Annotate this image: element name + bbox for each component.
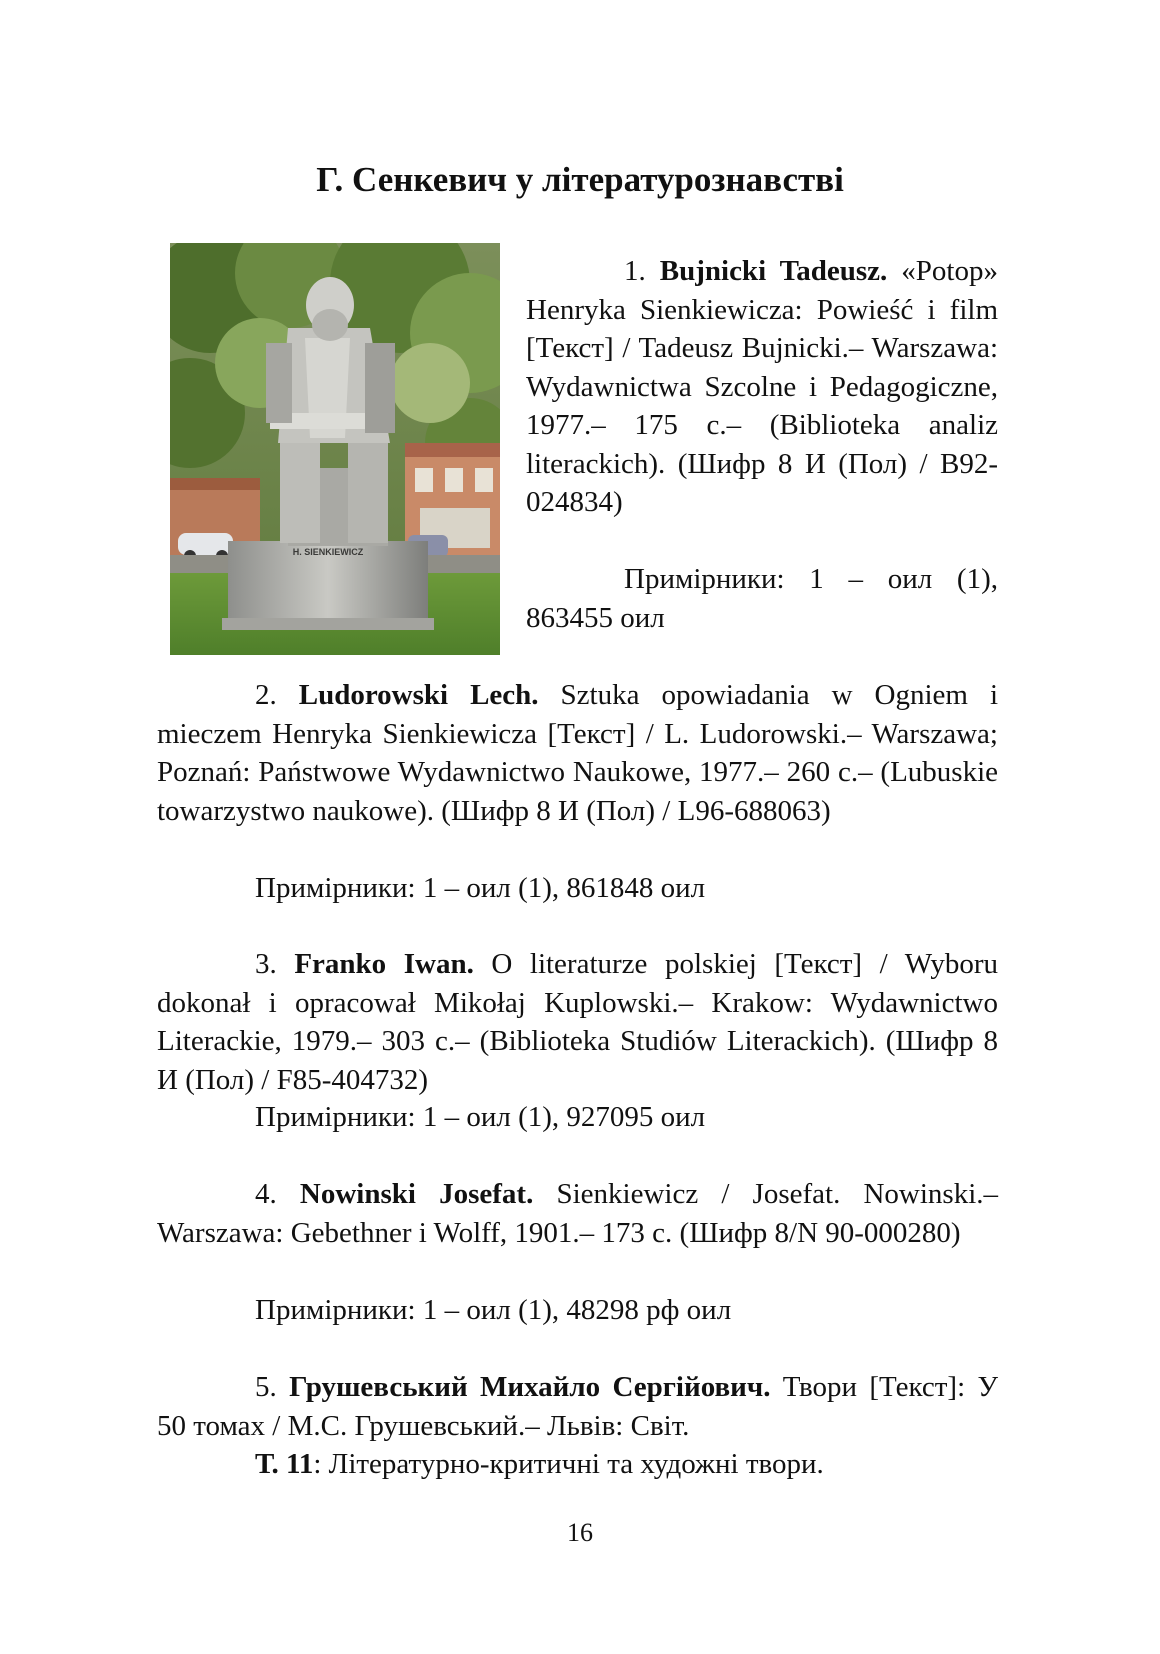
entry-author: Грушевський Михайло Сергійович. [289, 1371, 771, 1403]
bibliography-entry-5 [157, 1368, 998, 1445]
pedestal-inscription: H. SIENKIEWICZ [292, 547, 364, 557]
entry-text: O literaturze polskiej [Текст] / Wyboru dokonał i opracował Mikołaj Kuplowski.– Krakow: Wydawnictwo Literackie, 1979.– 303 с.– (Biblioteka Studiów Literackich). (Шифр 8 И (Пол) / F85-404732) [157, 948, 998, 1096]
volume-label: Т. 11 [255, 1448, 314, 1480]
volume-text: : Літературно-критичні та художні твори. [313, 1448, 824, 1480]
entry-author: Nowinski Josefat. [299, 1178, 534, 1210]
entry-text: Sienkiewicz / Josefat. Nowinski.– Warszawa: Gebethner i Wolff, 1901.– 173 с. (Шифр 8/N 90-000280) [157, 1178, 999, 1249]
bibliography-entry-5-volume [157, 1445, 998, 1484]
copies-line-3: Примірники: 1 – оил (1), 927095 оил [255, 1101, 706, 1133]
entry-number: 2. [255, 679, 277, 711]
entry-text: «Potop» Henryka Sienkiewicza: Powieść i film [Текст] / Tadeusz Bujnicki.– Warszawa: Wydawnictwa Szcolne i Pedagogiczne, 1977.– 175 с.– (Biblioteka analiz literackich). (Шифр 8 И (Пол) / В92-024834) [526, 255, 998, 518]
entry-author: Bujnicki Tadeusz. [659, 255, 888, 287]
page-title: Г. Сенкевич у літературознавстві [316, 160, 844, 199]
copies-line-1 [526, 560, 998, 637]
monument-image [170, 243, 500, 655]
entry-text: Твори [Текст]: У 50 томах / М.С. Грушевський.– Львів: Світ. [157, 1371, 998, 1442]
bibliography-entry-4 [157, 1175, 998, 1252]
entry-number: 1. [624, 255, 646, 287]
bibliography-entry-1 [526, 252, 998, 522]
entry-author: Franko Iwan. [294, 948, 474, 980]
copies-line-4: Примірники: 1 – оил (1), 48298 рф оил [255, 1294, 732, 1326]
entry-number: 4. [255, 1178, 277, 1210]
entry-author: Ludorowski Lech. [298, 679, 539, 711]
copies-line-2: Примірники: 1 – оил (1), 861848 оил [255, 872, 706, 904]
sienkiewicz-monument-photo [170, 243, 500, 655]
bibliography-entry-2 [157, 676, 998, 830]
copies-text: Примірники: 1 – оил (1), 863455 оил [526, 563, 998, 634]
entry-text: Sztuka opowiadania w Ogniem i mieczem Henryka Sienkiewicza [Текст] / L. Ludorowski.– Warszawa; Poznań: Państwowe Wydawnictwo Naukowe, 1977.– 260 с.– (Lubuskie towarzystwo naukowe). (Шифр 8 И (Пол) / L96-688063) [157, 679, 998, 827]
page-number: 16 [567, 1518, 593, 1547]
entry-number: 5. [255, 1371, 277, 1403]
bibliography-entry-3 [157, 945, 998, 1099]
entry-number: 3. [255, 948, 277, 980]
